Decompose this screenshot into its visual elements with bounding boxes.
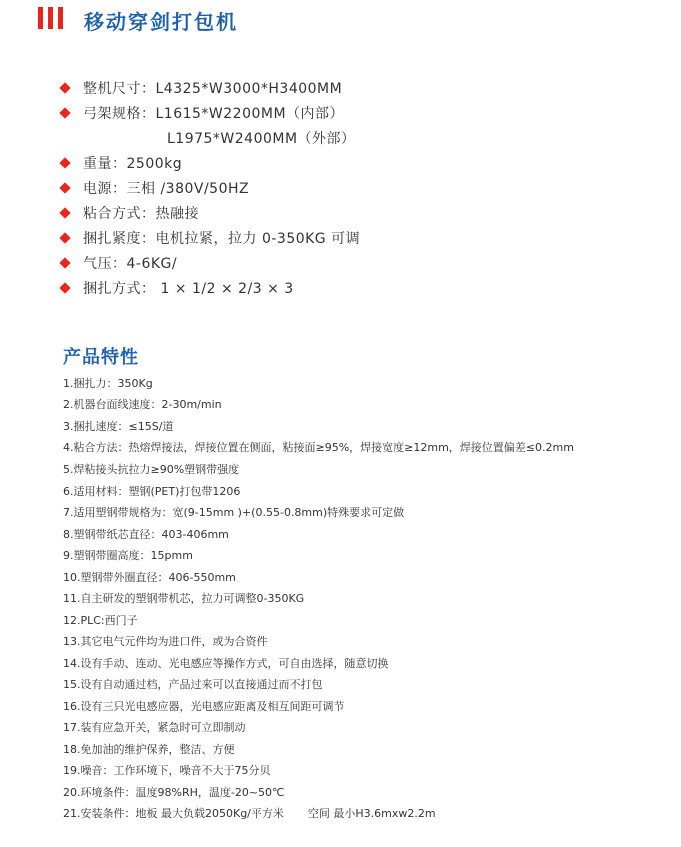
feature-item: 7.适用塑钢带规格为：宽(9-15mm )+(0.55-0.8mm)特殊要求可定做: [63, 506, 405, 519]
feature-item: 5.焊粘接头抗拉力≥90%塑钢带强度: [63, 463, 240, 476]
feature-item: 4.粘合方法：热熔焊接法，焊接位置在侧面，粘接面≥95%，焊接宽度≥12mm，焊接位置偏差≤0.2mm: [63, 441, 574, 454]
feature-item: 14.设有手动、连动、光电感应等操作方式，可自由选择，随意切换: [63, 657, 389, 670]
spec-item: 气压：4-6KG/: [63, 253, 177, 273]
diamond-bullet-icon: [59, 107, 70, 118]
feature-item: 10.塑钢带外圈直径：406-550mm: [63, 571, 236, 584]
title-decoration: [38, 7, 63, 29]
feature-item: 19.噪音：工作环境下，噪音不大于75分贝: [63, 764, 271, 777]
diamond-bullet-icon: [59, 207, 70, 218]
diamond-bullet-icon: [59, 157, 70, 168]
diamond-bullet-icon: [59, 182, 70, 193]
feature-item: 11.自主研发的塑钢带机芯，拉力可调整0-350KG: [63, 592, 305, 605]
feature-21-part1: 21.安装条件：地板 最大负载2050Kg/平方米: [63, 807, 284, 820]
feature-item: 6.适用材料：塑钢(PET)打包带1206: [63, 485, 241, 498]
feature-item: [63, 807, 436, 821]
decor-bar: [48, 7, 53, 29]
page-title: 移动穿剑打包机: [84, 10, 238, 34]
feature-item: 16.设有三只光电感应器，光电感应距离及相互间距可调节: [63, 700, 345, 713]
spec-item: 弓架规格：L1615*W2200MM（内部）: [63, 103, 344, 123]
diamond-bullet-icon: [59, 257, 70, 268]
decor-bar: [58, 7, 63, 29]
feature-item: 1.捆扎力：350Kg: [63, 377, 153, 390]
diamond-bullet-icon: [59, 282, 70, 293]
decor-bar: [38, 7, 43, 29]
feature-item: 12.PLC:西门子: [63, 614, 138, 627]
spec-item: 捆扎紧度：电机拉紧，拉力 0-350KG 可调: [63, 228, 360, 248]
spec-item: 捆扎方式： 1 × 1/2 × 2/3 × 3: [63, 278, 294, 298]
spec-item: 电源：三相 /380V/50HZ: [63, 178, 249, 198]
feature-item: 15.设有自动通过档，产品过来可以直接通过而不打包: [63, 678, 323, 691]
feature-item: 20.环境条件：温度98%RH，温度-20~50℃: [63, 786, 285, 799]
feature-item: 17.装有应急开关，紧急时可立即制动: [63, 721, 246, 734]
feature-item: 18.免加油的维护保养，整洁、方便: [63, 743, 235, 756]
diamond-bullet-icon: [59, 232, 70, 243]
feature-item: 13.其它电气元件均为进口件，或为合资件: [63, 635, 268, 648]
spec-item: 重量：2500kg: [63, 153, 182, 173]
features-title: 产品特性: [63, 347, 139, 368]
feature-item: 8.塑钢带纸芯直径：403-406mm: [63, 528, 229, 541]
diamond-bullet-icon: [59, 82, 70, 93]
feature-item: 9.塑钢带圈高度：15pmm: [63, 549, 193, 562]
spec-item-continuation: L1975*W2400MM（外部）: [167, 131, 356, 147]
feature-item: 2.机器台面线速度：2-30m/min: [63, 398, 222, 411]
spec-item: 粘合方式：热融接: [63, 203, 199, 223]
spec-item: 整机尺寸：L4325*W3000*H3400MM: [63, 78, 342, 98]
feature-item: 3.捆扎速度：≤15S/道: [63, 420, 174, 433]
feature-21-part2: 空间 最小H3.6mxw2.2m: [307, 807, 436, 820]
